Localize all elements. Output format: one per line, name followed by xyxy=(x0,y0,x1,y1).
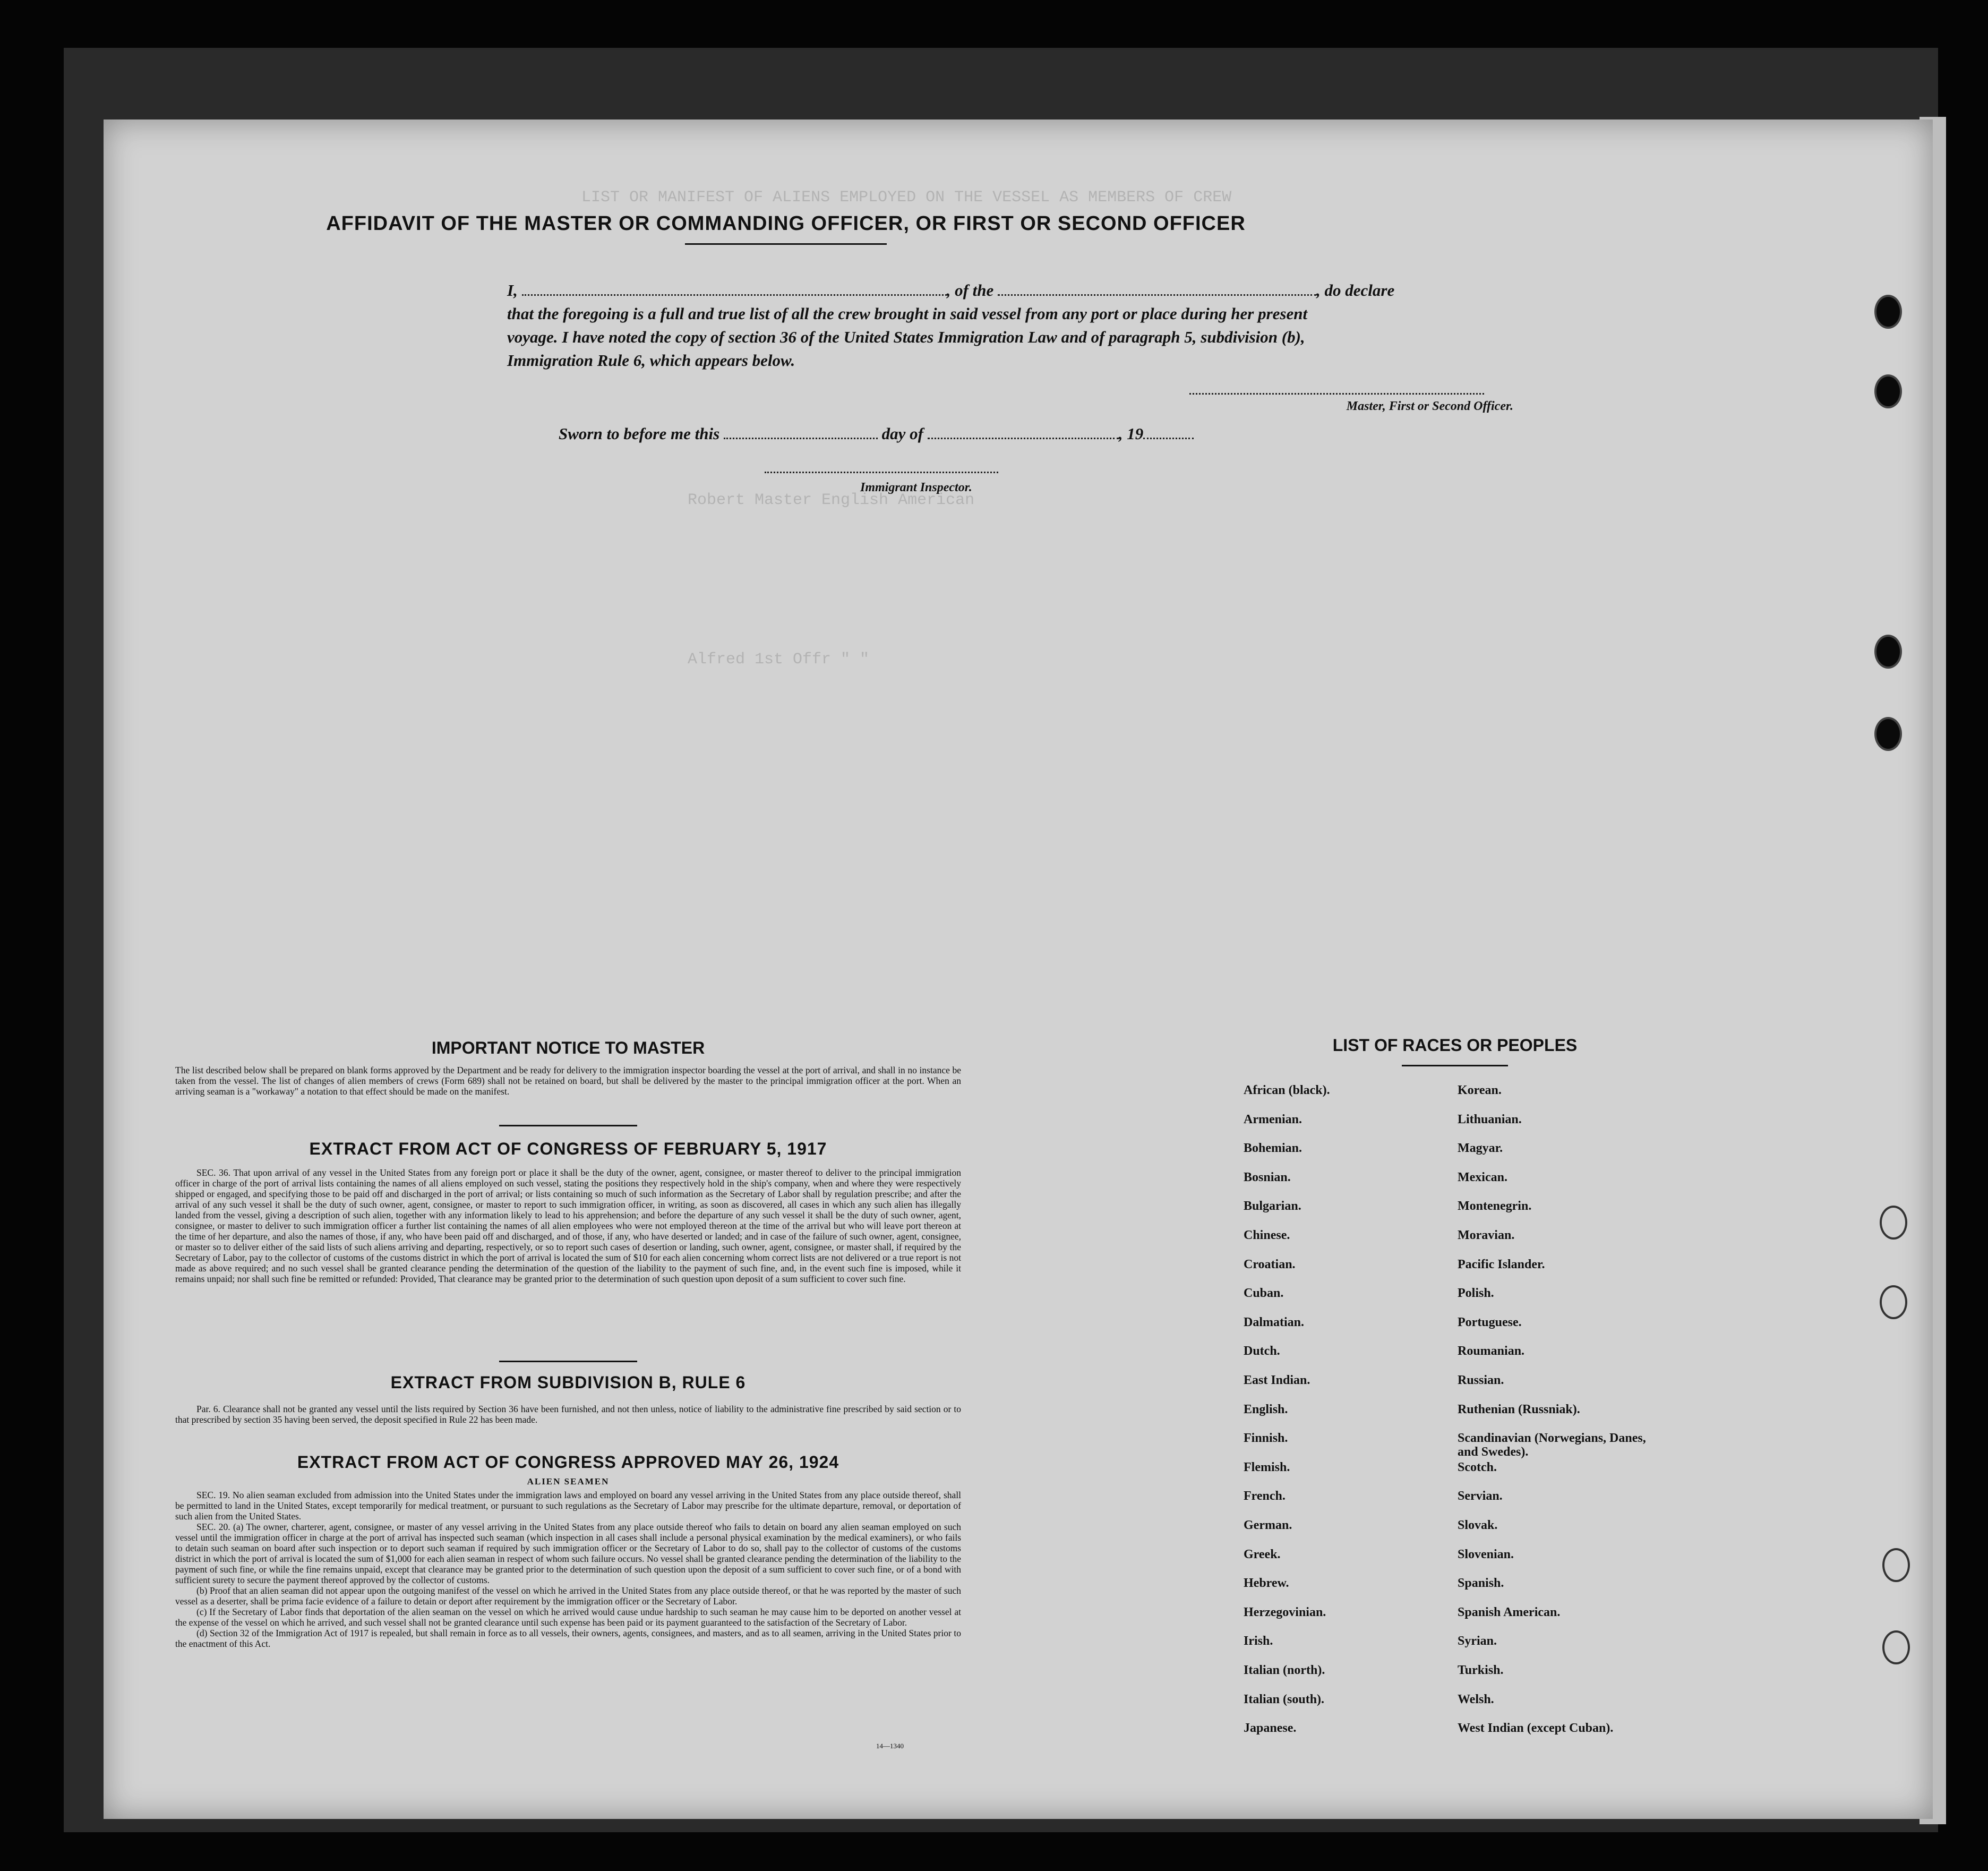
punch-hole xyxy=(1882,1548,1910,1582)
sworn-month-blank[interactable] xyxy=(928,420,1119,439)
race-item: East Indian. xyxy=(1244,1373,1310,1387)
race-item: African (black). xyxy=(1244,1083,1330,1097)
extract-1924-title: EXTRACT FROM ACT OF CONGRESS APPROVED MAY 26, 1924 xyxy=(297,1453,839,1472)
name-blank[interactable] xyxy=(522,276,947,296)
extract-1924-paragraph: (c) If the Secretary of Labor finds that deportation of the alien seaman on the vessel on which he arrived would cause undue hardship to such seaman he may cause him to be deported on another vessel at the expense of the vessel on which he arrived, and such vessel shall not be granted clearance until such expense has been paid or its payment guaranteed to the satisfaction of the Secretary of Labor. xyxy=(175,1607,961,1628)
punch-hole xyxy=(1874,374,1902,408)
race-item: Polish. xyxy=(1458,1286,1494,1301)
race-item: Cuban. xyxy=(1244,1286,1284,1301)
sworn-date-blank[interactable] xyxy=(724,420,878,439)
race-item: German. xyxy=(1244,1518,1292,1532)
race-item: Armenian. xyxy=(1244,1112,1302,1126)
affidavit-line-2: that the foregoing is a full and true list of all the crew brought in said vessel from any port or place during her present xyxy=(507,304,1308,323)
extract-1924-paragraph: SEC. 20. (a) The owner, charterer, agent, consignee, or master of any vessel arriving in the United States from any place outside thereof who fails to detain on board any alien seaman employed on such vessel until the immigration officer in charge at the port of arrival has inspected such seaman (which inspection in all cases shall include a personal physical examination by the medical examiners), or who fails to detain such seaman on board after such inspection or to deport such seaman if required by such immigration officer or the Secretary of Labor to do so, shall pay to the collector of customs of the customs district in which the port of arrival is located the sum of $1,000 for each alien seaman in respect of whom such failure occurs. No vessel shall be granted clearance pending the determination of the liability to the payment of such fine, or while the fine remains unpaid, except that clearance may be granted prior to the determination of such question upon the deposit of a sum sufficient to cover such fine, or of a bond with sufficient surety to secure the payment thereof approved by the collector of customs. xyxy=(175,1522,961,1585)
inspector-signature-line[interactable] xyxy=(765,472,998,473)
race-item: Moravian. xyxy=(1458,1228,1515,1242)
sworn-year-blank[interactable] xyxy=(1143,420,1194,439)
alien-seamen-subtitle: ALIEN SEAMEN xyxy=(527,1476,610,1486)
bleed-through-text: Robert Master English American xyxy=(688,491,975,509)
punch-hole xyxy=(1882,1630,1910,1664)
race-item: Hebrew. xyxy=(1244,1576,1289,1591)
race-item: Greek. xyxy=(1244,1547,1281,1561)
race-item: Chinese. xyxy=(1244,1228,1290,1242)
bleed-through-text: LIST OR MANIFEST OF ALIENS EMPLOYED ON THE VESSEL AS MEMBERS OF CREW xyxy=(581,189,1232,207)
race-item: Portuguese. xyxy=(1458,1315,1522,1329)
title-divider xyxy=(685,243,887,245)
extract-1924-paragraph: (b) Proof that an alien seaman did not appear upon the outgoing manifest of the vessel on which he arrived in the United States from any place outside thereof, or that he was reported by the master of such vessel as a deserter, shall be prima facie evidence of a failure to detain or deport after requirement by the immigration officer or the Secretary of Labor. xyxy=(175,1585,961,1607)
race-item: Pacific Islander. xyxy=(1458,1257,1545,1271)
race-item: Bohemian. xyxy=(1244,1141,1303,1156)
affidavit-line-1 xyxy=(507,276,1532,302)
punch-hole xyxy=(1874,635,1902,669)
extract-1924-paragraph: SEC. 19. No alien seaman excluded from admission into the United States under the immigration laws and employed on board any vessel arriving in the United States from any place outside thereof, shall be permitted to land in the United States, except temporarily for medical treatment, or pursuant to such regulations as the Secretary of Labor may prescribe for the ultimate departure, removal, or deportation of such alien from the United States. xyxy=(175,1490,961,1522)
race-item: Italian (south). xyxy=(1244,1692,1325,1706)
extract-rule6-par6: Par. 6. Clearance shall not be granted any vessel until the lists required by Section 36 have been furnished, and not then unless, notice of liability to the administrative fine prescribed by said section or to that prescribed by section 35 having been served, the deposit specified in Rule 22 has been made. xyxy=(175,1404,961,1425)
master-signature-line[interactable] xyxy=(1189,393,1484,395)
race-item: Welsh. xyxy=(1458,1692,1494,1706)
race-item: Bulgarian. xyxy=(1244,1199,1301,1214)
master-signature-label: Master, First or Second Officer. xyxy=(1346,399,1513,413)
race-item: Scandinavian (Norwegians, Danes, and Swedes). xyxy=(1458,1431,1646,1459)
race-item: Korean. xyxy=(1458,1083,1502,1097)
notice-title: IMPORTANT NOTICE TO MASTER xyxy=(431,1038,705,1057)
punch-hole xyxy=(1880,1206,1907,1240)
race-item: Dutch. xyxy=(1244,1344,1280,1359)
affidavit-body xyxy=(507,276,1532,372)
race-item: Magyar. xyxy=(1458,1141,1503,1156)
sworn-prefix: Sworn to before me this xyxy=(559,424,720,443)
bleed-through-text: Alfred 1st Offr " " xyxy=(688,651,870,669)
race-item: West Indian (except Cuban). xyxy=(1458,1721,1614,1736)
race-item: Turkish. xyxy=(1458,1663,1504,1677)
affidavit-title: AFFIDAVIT OF THE MASTER OR COMMANDING OFFICER, OR FIRST OR SECOND OFFICER xyxy=(326,212,1246,235)
race-item: French. xyxy=(1244,1489,1286,1503)
sworn-line xyxy=(559,420,1249,443)
race-item: Spanish American. xyxy=(1458,1605,1561,1619)
extract-1924-body xyxy=(175,1490,961,1649)
races-divider xyxy=(1402,1065,1508,1066)
race-item: Roumanian. xyxy=(1458,1344,1525,1359)
notice-body: The list described below shall be prepared on blank forms approved by the Department and be ready for delivery to the immigration inspector boarding the vessel at the port of arrival, and shall in no instance be taken from the vessel. The list of changes of alien members of crews (Form 689) shall not be retained on board, but shall be delivered by the master to the principal immigration officer at the port. When an arriving seaman is a "workaway" a notation to that effect should be made on the manifest. xyxy=(175,1065,961,1097)
race-item: Montenegrin. xyxy=(1458,1199,1532,1214)
race-item: Russian. xyxy=(1458,1373,1504,1387)
form-number: 14—1340 xyxy=(876,1742,904,1750)
race-item: Scotch. xyxy=(1458,1460,1497,1474)
race-item: Slovak. xyxy=(1458,1518,1498,1532)
race-item: Slovenian. xyxy=(1458,1547,1514,1561)
races-title: LIST OF RACES OR PEOPLES xyxy=(1332,1036,1578,1055)
race-item: Syrian. xyxy=(1458,1634,1497,1648)
section-divider xyxy=(499,1125,637,1126)
extract-1917-sec36: SEC. 36. That upon arrival of any vessel in the United States from any foreign port or place it shall be the duty of the owner, agent, consignee, or master thereof to deliver to the principal immigration officer in charge of the port of arrival lists containing the names of all aliens employed on such vessel, stating the positions they respectively hold in the ship's company, when and where they were respectively shipped or engaged, and specifying those to be paid off and discharged in the port of arrival; or lists containing so much of such information as the Secretary of Labor shall by regulation prescribe; and after the arrival of any such vessel it shall be the duty of such owner, agent, consignee, or master to report to such immigration officer, in writing, as soon as discovered, all cases in which any such alien has illegally landed from the vessel, giving a description of such alien, together with any information likely to lead to his apprehension; and before the departure of any such vessel it shall be the duty of such owner, agent, consignee, or master to deliver to such immigration officer a further list containing the names of all alien employees who were not employed thereon at the time of the arrival but who will leave port thereon at the time of her departure, and also the names of those, if any, who have been paid off and discharged, and of those, if any, who have deserted or landed; and in case of the failure of such owner, agent, consignee, or master so to deliver either of the said lists of such aliens arriving and departing, respectively, or so to report such cases of desertion or landing, such owner, agent, consignee, or master shall, if required by the Secretary of Labor, pay to the collector of customs of the customs district in which the port of arrival is located the sum of $10 for each alien concerning whom correct lists are not delivered or a true report is not made as above required; and no such vessel shall be granted clearance pending the determination of the question of the liability to the payment of such fine, and, in the event such fine is imposed, while it remains unpaid; nor shall such fine be remitted or refunded: Provided, That clearance may be granted prior to the determination of such question upon deposit of a sum sufficient to cover such fine. xyxy=(175,1167,961,1284)
race-item: Lithuanian. xyxy=(1458,1112,1522,1126)
race-item: Croatian. xyxy=(1244,1257,1296,1271)
race-item: Ruthenian (Russniak). xyxy=(1458,1402,1580,1416)
race-item: Irish. xyxy=(1244,1634,1273,1648)
sworn-day-of: day of xyxy=(881,424,923,443)
affidavit-i: I, xyxy=(507,281,518,300)
do-declare-text: , do declare xyxy=(1316,281,1395,300)
extract-rule6-title: EXTRACT FROM SUBDIVISION B, RULE 6 xyxy=(390,1373,746,1392)
race-item: Servian. xyxy=(1458,1489,1503,1503)
race-item: English. xyxy=(1244,1402,1288,1416)
punch-hole xyxy=(1880,1285,1907,1319)
affidavit-line-3: voyage. I have noted the copy of section 36 of the United States Immigration Law and of paragraph 5, subdivision (b), xyxy=(507,328,1305,347)
race-item: Italian (north). xyxy=(1244,1663,1325,1677)
race-item: Dalmatian. xyxy=(1244,1315,1304,1329)
section-divider xyxy=(499,1361,637,1362)
punch-hole xyxy=(1874,295,1902,329)
sworn-year: , 19 xyxy=(1118,424,1144,443)
race-item: Japanese. xyxy=(1244,1721,1297,1736)
race-item: Bosnian. xyxy=(1244,1170,1291,1184)
race-item: Spanish. xyxy=(1458,1576,1504,1591)
race-item: Herzegovinian. xyxy=(1244,1605,1326,1619)
race-item: Mexican. xyxy=(1458,1170,1507,1184)
extract-1917-title: EXTRACT FROM ACT OF CONGRESS OF FEBRUARY 5, 1917 xyxy=(309,1139,827,1158)
race-item: Finnish. xyxy=(1244,1431,1288,1446)
vessel-blank[interactable] xyxy=(998,276,1316,296)
of-the-text: , of the xyxy=(946,281,994,300)
affidavit-line-4: Immigration Rule 6, which appears below. xyxy=(507,351,795,370)
race-item: Flemish. xyxy=(1244,1460,1290,1474)
inspector-label: Immigrant Inspector. xyxy=(860,481,972,494)
punch-hole xyxy=(1874,717,1902,751)
extract-1924-paragraph: (d) Section 32 of the Immigration Act of 1917 is repealed, but shall remain in force as to all vessels, their owners, agents, consignees, and masters, and as to all seamen, arriving in the United States prior to the enactment of this Act. xyxy=(175,1628,961,1649)
